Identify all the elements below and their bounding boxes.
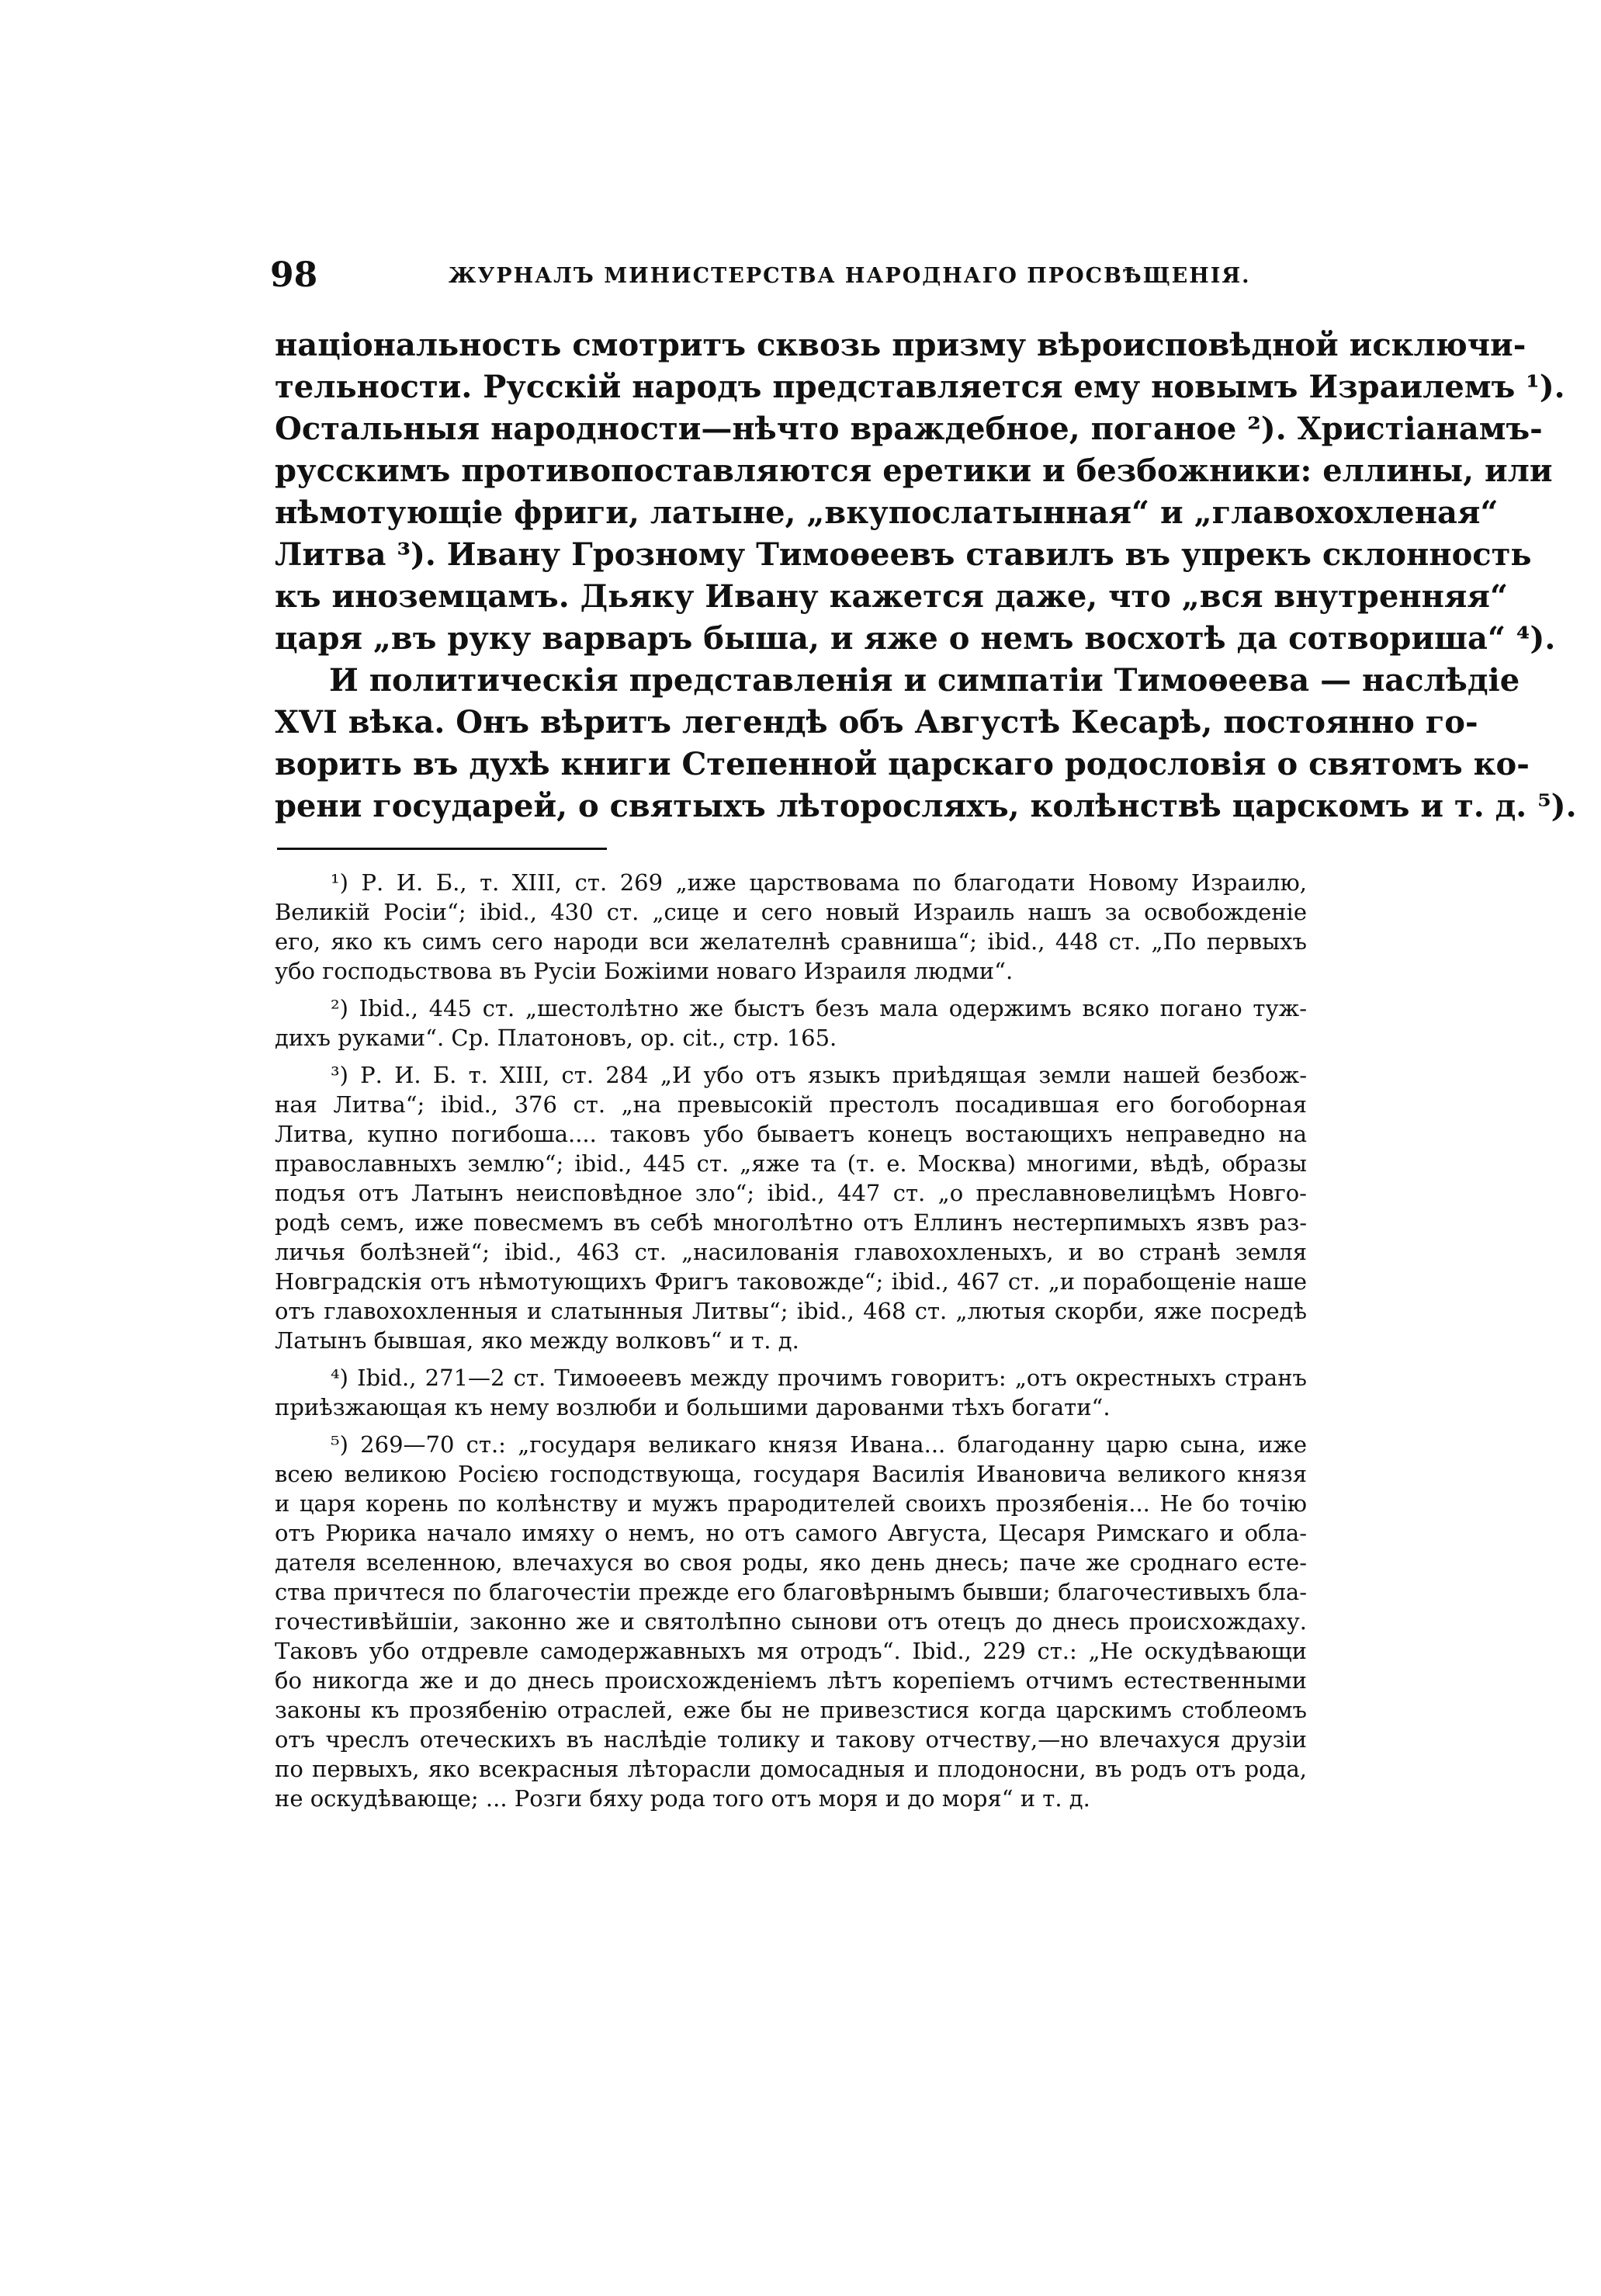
footnote-line: законы къ прозябенію отраслей, еже бы не привезстися когда царскимъ стоблеомъ — [275, 1697, 1307, 1723]
footnote-line: Таковъ убо отдревле самодержавныхъ мя отродъ“. Ibid., 229 ст.: „Не оскудѣвающи — [275, 1638, 1307, 1664]
footnote-1 — [275, 868, 1307, 986]
footnote-5 — [275, 1430, 1307, 1813]
footnote-line: по первыхъ, яко всекрасныя лѣторасли домосадныя и плодоносни, въ родъ отъ рода, — [275, 1756, 1307, 1782]
footnote-line: отъ главохохленныя и слатынныя Литвы“; ibid., 468 ст. „лютыя скорби, яже посредѣ — [275, 1298, 1307, 1324]
text-line: И политическія представленія и симпатіи Тимоѳеева — наслѣдіе — [329, 662, 1520, 699]
footnote-line: убо господьствова въ Русіи Божіими новаго Израиля людми“. — [275, 958, 1014, 984]
footnote-line: ¹) Р. И. Б., т. XIII, ст. 269 „иже царствовама по благодати Новому Израилю, — [331, 869, 1307, 896]
footnote-line: и царя корень по колѣнству и мужъ прародителей своихъ прозябенія... Не бо точію — [275, 1490, 1307, 1517]
text-line: рени государей, о святыхъ лѣторосляхъ, колѣнствѣ царскомъ и т. д. ⁵). — [275, 788, 1577, 824]
text-line: къ иноземцамъ. Дьяку Ивану кажется даже, что „вся внутренняя“ — [275, 578, 1508, 615]
footnote-line: православныхъ землю“; ibid., 445 ст. „яже та (т. е. Москва) многими, вѣдѣ, образы — [275, 1150, 1307, 1177]
footnote-line: Великій Росіи“; ibid., 430 ст. „сице и сего новый Израиль нашъ за освобожденіе — [275, 899, 1307, 925]
footnote-line: Латынъ бывшая, яко между волковъ“ и т. д. — [275, 1327, 799, 1354]
text-line: XVI вѣка. Онъ вѣритъ легендѣ объ Августѣ Кесарѣ, постоянно го- — [275, 704, 1478, 740]
footnote-line: ²) Ibid., 445 ст. „шестолѣтно же быстъ безъ мала одержимъ всяко погано туж- — [331, 995, 1307, 1021]
page-number: 98 — [270, 255, 318, 295]
text-line: царя „въ руку варваръ быша, и яже о немъ восхотѣ да сотвориша“ ⁴). — [275, 620, 1556, 657]
page-header — [270, 252, 1312, 299]
footnote-line: дателя вселенною, влечахуся во своя роды, яко день днесь; паче же срoднаго есте- — [275, 1549, 1307, 1576]
footnote-line: гочестивѣйшіи, законно же и святолѣпно сынови отъ отецъ до днесь происхождаху. — [275, 1608, 1307, 1635]
footnote-line: подъя отъ Латынъ неисповѣдное зло“; ibid., 447 ст. „о преславновелицѣмъ Новго- — [275, 1180, 1307, 1206]
main-text — [275, 324, 1577, 827]
text-line: русскимъ противопоставляются еретики и безбожники: еллины, или — [275, 453, 1553, 489]
footnote-2 — [275, 994, 1307, 1053]
text-line: Литва ³). Ивану Грозному Тимоѳеевъ ставилъ въ упрекъ склонность — [275, 536, 1532, 573]
footnote-line: ства причтеся по благочестіи прежде его благовѣрнымъ бывши; благочестивыхъ бла- — [275, 1579, 1307, 1605]
footnote-line: не оскудѣвающе; ... Розги бяху рода того отъ моря и до моря“ и т. д. — [275, 1785, 1090, 1812]
footnote-line: его, яко къ симъ сего народи вси желателнѣ сравниша“; ibid., 448 ст. „По первыхъ — [275, 928, 1307, 955]
footnote-line: дихъ руками“. Ср. Платоновъ, op. cit., стр. 165. — [275, 1025, 837, 1051]
footnote-line: ⁵) 269—70 ст.: „государя великаго князя Ивана... благоданну царю сына, иже — [331, 1431, 1307, 1458]
footnote-line: отъ чреслъ отеческихъ въ наслѣдіе толику и такову отчеству,—но влечахуся друзіи — [275, 1726, 1307, 1753]
footnote-line: ⁴) Ibid., 271—2 ст. Тимоѳеевъ между прочимъ говоритъ: „отъ окрестныхъ странъ — [331, 1365, 1307, 1391]
text-line: нѣмотующіе фриги, латыне, „вкупослатынная“ и „главохохленая“ — [275, 494, 1499, 531]
footnote-line: родѣ семъ, иже повесмемъ въ себѣ многолѣтно отъ Еллинъ нестерпимыхъ язвъ раз- — [275, 1209, 1307, 1236]
footnote-3 — [275, 1060, 1307, 1355]
footnote-line: Новградскія отъ нѣмотующихъ Фригъ таковожде“; ibid., 467 ст. „и порабощеніе наше — [275, 1268, 1307, 1295]
footnote-divider — [277, 848, 607, 850]
footnote-line: приѣзжающая къ нему возлюби и большими дарованми тѣхъ богати“. — [275, 1394, 1111, 1420]
footnote-line: бо никогда же и до днесь происхожденіемъ лѣтъ корепіемъ отчимъ естественными — [275, 1667, 1307, 1694]
footnotes — [275, 868, 1307, 1813]
text-line: ворить въ духѣ книги Степенной царскаго родословія о святомъ ко- — [275, 746, 1530, 782]
footnote-line: всею великою Росією господствующа, государя Василія Ивановича великого князя — [275, 1461, 1307, 1487]
footnote-line: отъ Рюрика начало имяху о немъ, но отъ самого Августа, Цесаря Римскаго и обла- — [275, 1520, 1307, 1546]
text-line: Остальныя народности—нѣчто враждебное, поганое ²). Христіанамъ- — [275, 411, 1543, 447]
footnote-line: ³) Р. И. Б. т. XIII, ст. 284 „И убо отъ языкъ приѣдящая земли нашей безбож- — [331, 1062, 1307, 1088]
text-line: національность смотритъ сквозь призму вѣроисповѣдной исключи- — [275, 327, 1526, 363]
footnote-line: ная Литва“; ibid., 376 ст. „на превысокій престолъ посадившая его богоборная — [275, 1091, 1307, 1118]
running-head: ЖУРНАЛЪ МИНИСТЕРСТВА НАРОДНАГО ПРОСВѢЩЕНІЯ. — [449, 264, 1251, 288]
footnote-4 — [275, 1363, 1307, 1422]
text-line: тельности. Русскій народъ представляется ему новымъ Израилемъ ¹). — [275, 369, 1565, 405]
footnote-line: Литва, купно погибоша.... таковъ убо бываетъ конецъ востающихъ неправедно на — [275, 1121, 1307, 1147]
footnote-line: личья болѣзней“; ibid., 463 ст. „насилованія главохохленыхъ, и во странѣ земля — [275, 1239, 1307, 1265]
